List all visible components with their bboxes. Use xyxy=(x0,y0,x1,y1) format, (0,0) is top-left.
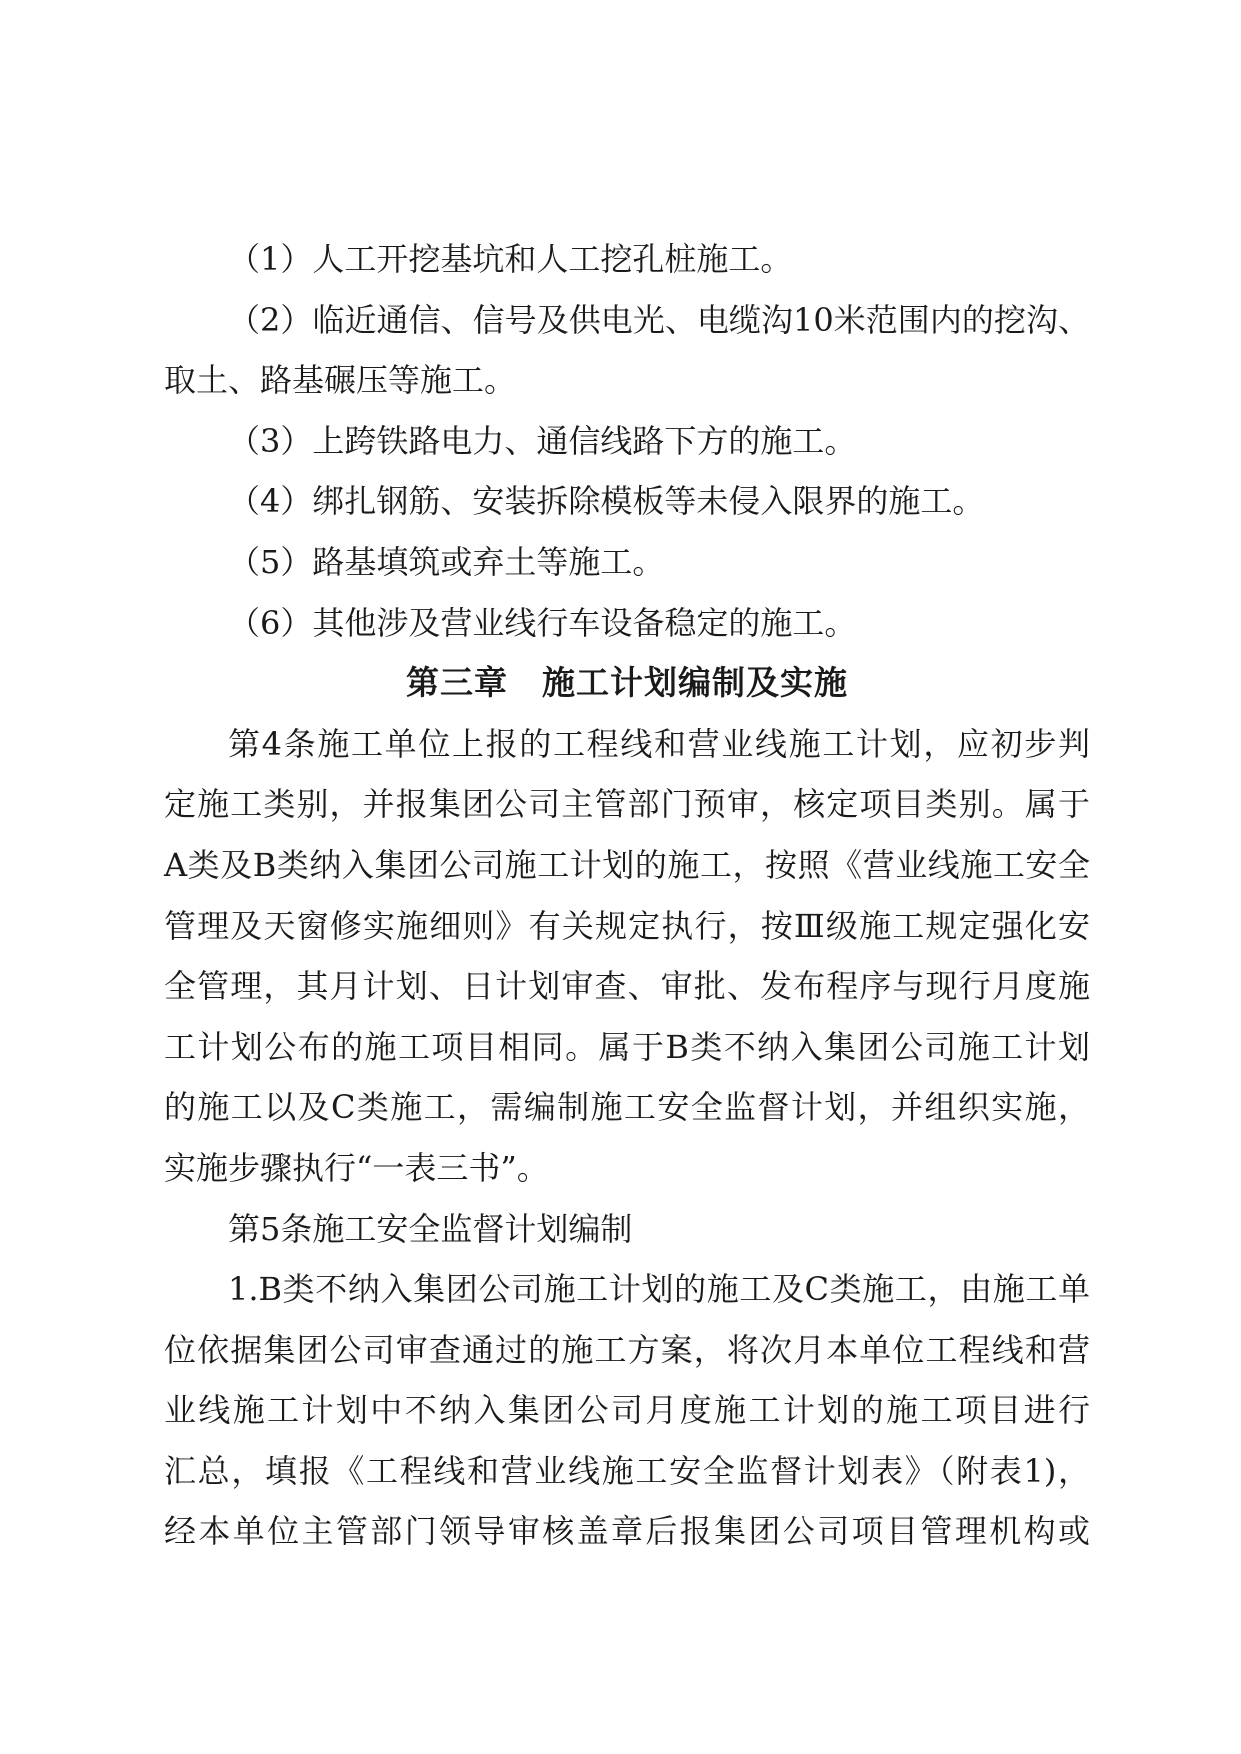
article-5-line: 1.B类不纳入集团公司施工计划的施工及C类施工，由施工单 xyxy=(228,1270,1090,1309)
article-5-line: 位依据集团公司审查通过的施工方案，将次月本单位工程线和营 xyxy=(164,1330,1090,1369)
article-4-line: 全管理，其月计划、日计划审查、审批、发布程序与现行月度施 xyxy=(164,967,1090,1006)
list-item-1: （1）人工开挖基坑和人工挖孔桩施工。 xyxy=(228,240,793,278)
document-body xyxy=(164,229,1090,1562)
article-5-line: 业线施工计划中不纳入集团公司月度施工计划的施工项目进行 xyxy=(164,1391,1090,1430)
article-4-line: 工计划公布的施工项目相同。属于B类不纳入集团公司施工计划 xyxy=(164,1027,1090,1066)
article-5-title: 第5条施工安全监督计划编制 xyxy=(228,1209,633,1248)
list-item-6: （6）其他涉及营业线行车设备稳定的施工。 xyxy=(228,603,857,642)
article-4-line: 定施工类别，并报集团公司主管部门预审，核定项目类别。属于 xyxy=(164,785,1090,824)
chapter-heading: 第三章 施工计划编制及实施 xyxy=(406,663,848,703)
article-4-line: A类及B类纳入集团公司施工计划的施工，按照《营业线施工安全 xyxy=(164,845,1090,884)
article-4-line: 管理及天窗修实施细则》有关规定执行，按Ⅲ级施工规定强化安 xyxy=(164,906,1090,945)
list-item-5: （5）路基填筑或弃土等施工。 xyxy=(228,542,665,581)
list-item-4: （4）绑扎钢筋、安装拆除模板等未侵入限界的施工。 xyxy=(228,482,985,521)
article-5-line: 经本单位主管部门领导审核盖章后报集团公司项目管理机构或 xyxy=(164,1512,1090,1551)
article-4-line: 第4条施工单位上报的工程线和营业线施工计划，应初步判 xyxy=(228,724,1090,763)
list-item-2-line-1: （2）临近通信、信号及供电光、电缆沟10米范围内的挖沟、 xyxy=(228,300,1090,339)
article-4-line: 实施步骤执行“一表三书”。 xyxy=(164,1148,549,1187)
list-item-2-line-2: 取土、路基碾压等施工。 xyxy=(164,361,517,400)
list-item-3: （3）上跨铁路电力、通信线路下方的施工。 xyxy=(228,421,857,460)
article-4-line: 的施工以及C类施工，需编制施工安全监督计划，并组织实施， xyxy=(164,1088,1090,1127)
article-5-line: 汇总，填报《工程线和营业线施工安全监督计划表》（附表1)， xyxy=(164,1451,1090,1490)
